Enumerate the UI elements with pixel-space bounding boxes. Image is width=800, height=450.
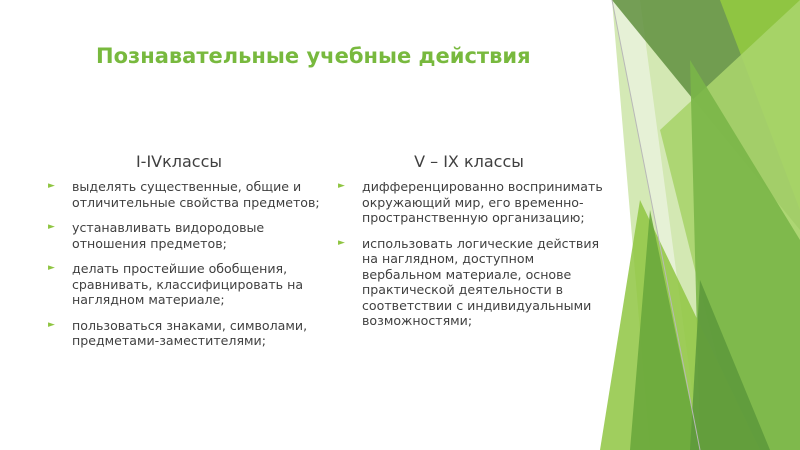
list-item-text: делать простейшие обобщения, сравнивать, классифицировать на наглядном материале; — [72, 261, 304, 307]
right-column-heading: V – IX классы — [414, 152, 524, 171]
right-column — [336, 152, 616, 339]
left-column — [46, 152, 326, 359]
list-item — [46, 261, 326, 308]
left-bullet-list — [46, 179, 326, 349]
slide-title: Познавательные учебные действия — [96, 44, 531, 68]
arrow-bullet-icon: ► — [338, 237, 345, 248]
list-item-text: дифференцированно воспринимать окружающий мир, его временно-пространственную организацию; — [362, 179, 603, 225]
list-item — [46, 220, 326, 251]
list-item-text: выделять существенные, общие и отличительные свойства предметов; — [72, 179, 320, 210]
list-item-text: пользоваться знаками, символами, предметами-заместителями; — [72, 317, 308, 348]
list-item — [46, 179, 326, 210]
arrow-bullet-icon: ► — [48, 263, 55, 273]
list-item-text: устанавливать видородовые отношения предметов; — [72, 220, 265, 251]
left-column-heading: I-IVклассы — [135, 152, 223, 171]
list-item — [336, 236, 616, 329]
arrow-bullet-icon: ► — [48, 319, 55, 330]
arrow-bullet-icon: ► — [48, 222, 55, 232]
arrow-bullet-icon: ► — [48, 181, 55, 191]
list-item-text: использовать логические действия на наглядном, доступном вербальном материале, основе практической деятельности в соответствии с индивидуальными возможностями; — [362, 235, 600, 328]
list-item — [46, 318, 326, 349]
list-item — [336, 179, 616, 226]
arrow-bullet-icon: ► — [338, 181, 345, 191]
right-bullet-list — [336, 179, 616, 329]
